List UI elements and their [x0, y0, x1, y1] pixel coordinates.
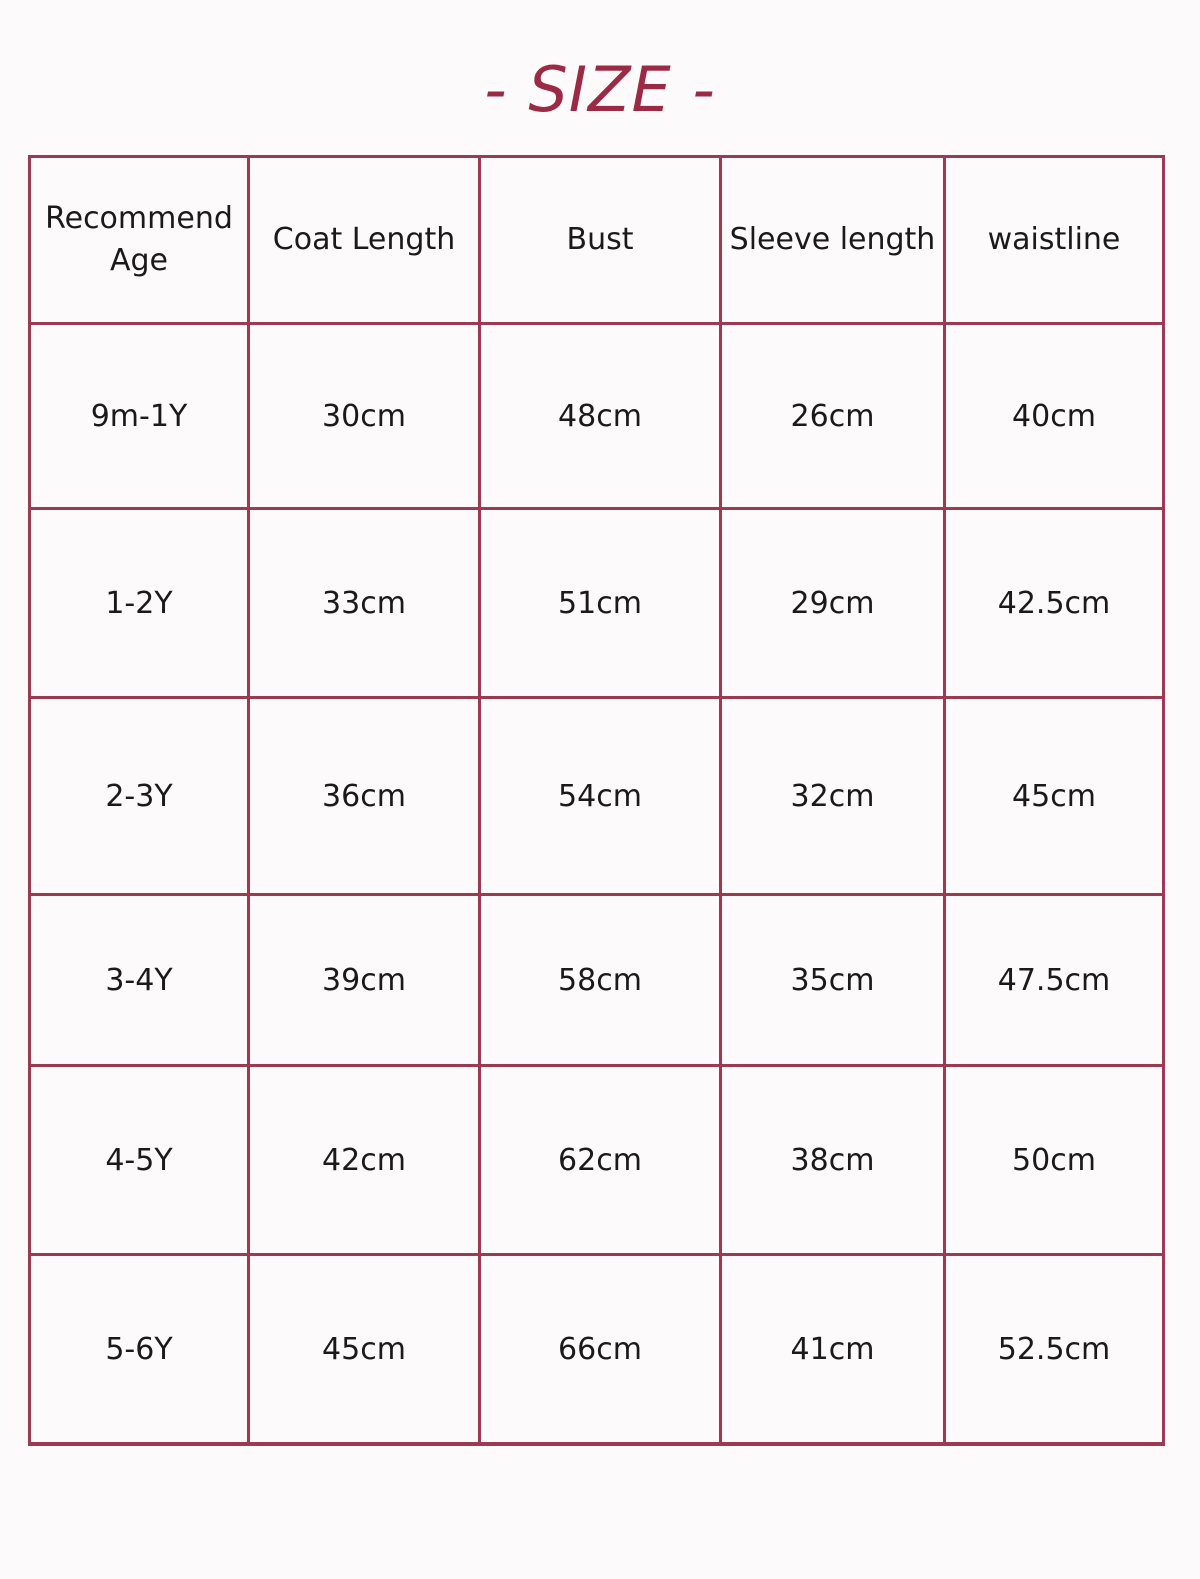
table-row: [30, 324, 1164, 509]
cell-waistline: 45cm: [945, 698, 1164, 895]
cell-bust: 62cm: [480, 1066, 721, 1255]
cell-sleeve-length: 26cm: [721, 324, 945, 509]
cell-age: 2-3Y: [30, 698, 249, 895]
cell-waistline: 50cm: [945, 1066, 1164, 1255]
cell-sleeve-length: 32cm: [721, 698, 945, 895]
cell-bust: 66cm: [480, 1255, 721, 1445]
table-row: [30, 895, 1164, 1066]
cell-age: 9m-1Y: [30, 324, 249, 509]
cell-age: 4-5Y: [30, 1066, 249, 1255]
cell-waistline: 42.5cm: [945, 509, 1164, 698]
cell-bust: 51cm: [480, 509, 721, 698]
cell-bust: 54cm: [480, 698, 721, 895]
header-waistline: waistline: [945, 157, 1164, 324]
header-bust: Bust: [480, 157, 721, 324]
cell-coat-length: 45cm: [249, 1255, 480, 1445]
cell-waistline: 52.5cm: [945, 1255, 1164, 1445]
cell-age: 1-2Y: [30, 509, 249, 698]
table-header-row: [30, 157, 1164, 324]
table-row: [30, 1066, 1164, 1255]
cell-sleeve-length: 41cm: [721, 1255, 945, 1445]
page-title: - SIZE -: [484, 53, 716, 126]
size-chart-table: [28, 155, 1165, 1446]
cell-sleeve-length: 29cm: [721, 509, 945, 698]
cell-coat-length: 36cm: [249, 698, 480, 895]
cell-coat-length: 39cm: [249, 895, 480, 1066]
header-sleeve-length: Sleeve length: [721, 157, 945, 324]
cell-age: 5-6Y: [30, 1255, 249, 1445]
cell-sleeve-length: 35cm: [721, 895, 945, 1066]
cell-bust: 58cm: [480, 895, 721, 1066]
cell-coat-length: 33cm: [249, 509, 480, 698]
table-row: [30, 1255, 1164, 1445]
header-coat-length: Coat Length: [249, 157, 480, 324]
table-row: [30, 698, 1164, 895]
cell-waistline: 47.5cm: [945, 895, 1164, 1066]
cell-coat-length: 30cm: [249, 324, 480, 509]
cell-bust: 48cm: [480, 324, 721, 509]
cell-age: 3-4Y: [30, 895, 249, 1066]
cell-sleeve-length: 38cm: [721, 1066, 945, 1255]
header-recommend-age: Recommend Age: [30, 157, 249, 324]
cell-coat-length: 42cm: [249, 1066, 480, 1255]
cell-waistline: 40cm: [945, 324, 1164, 509]
table-row: [30, 509, 1164, 698]
